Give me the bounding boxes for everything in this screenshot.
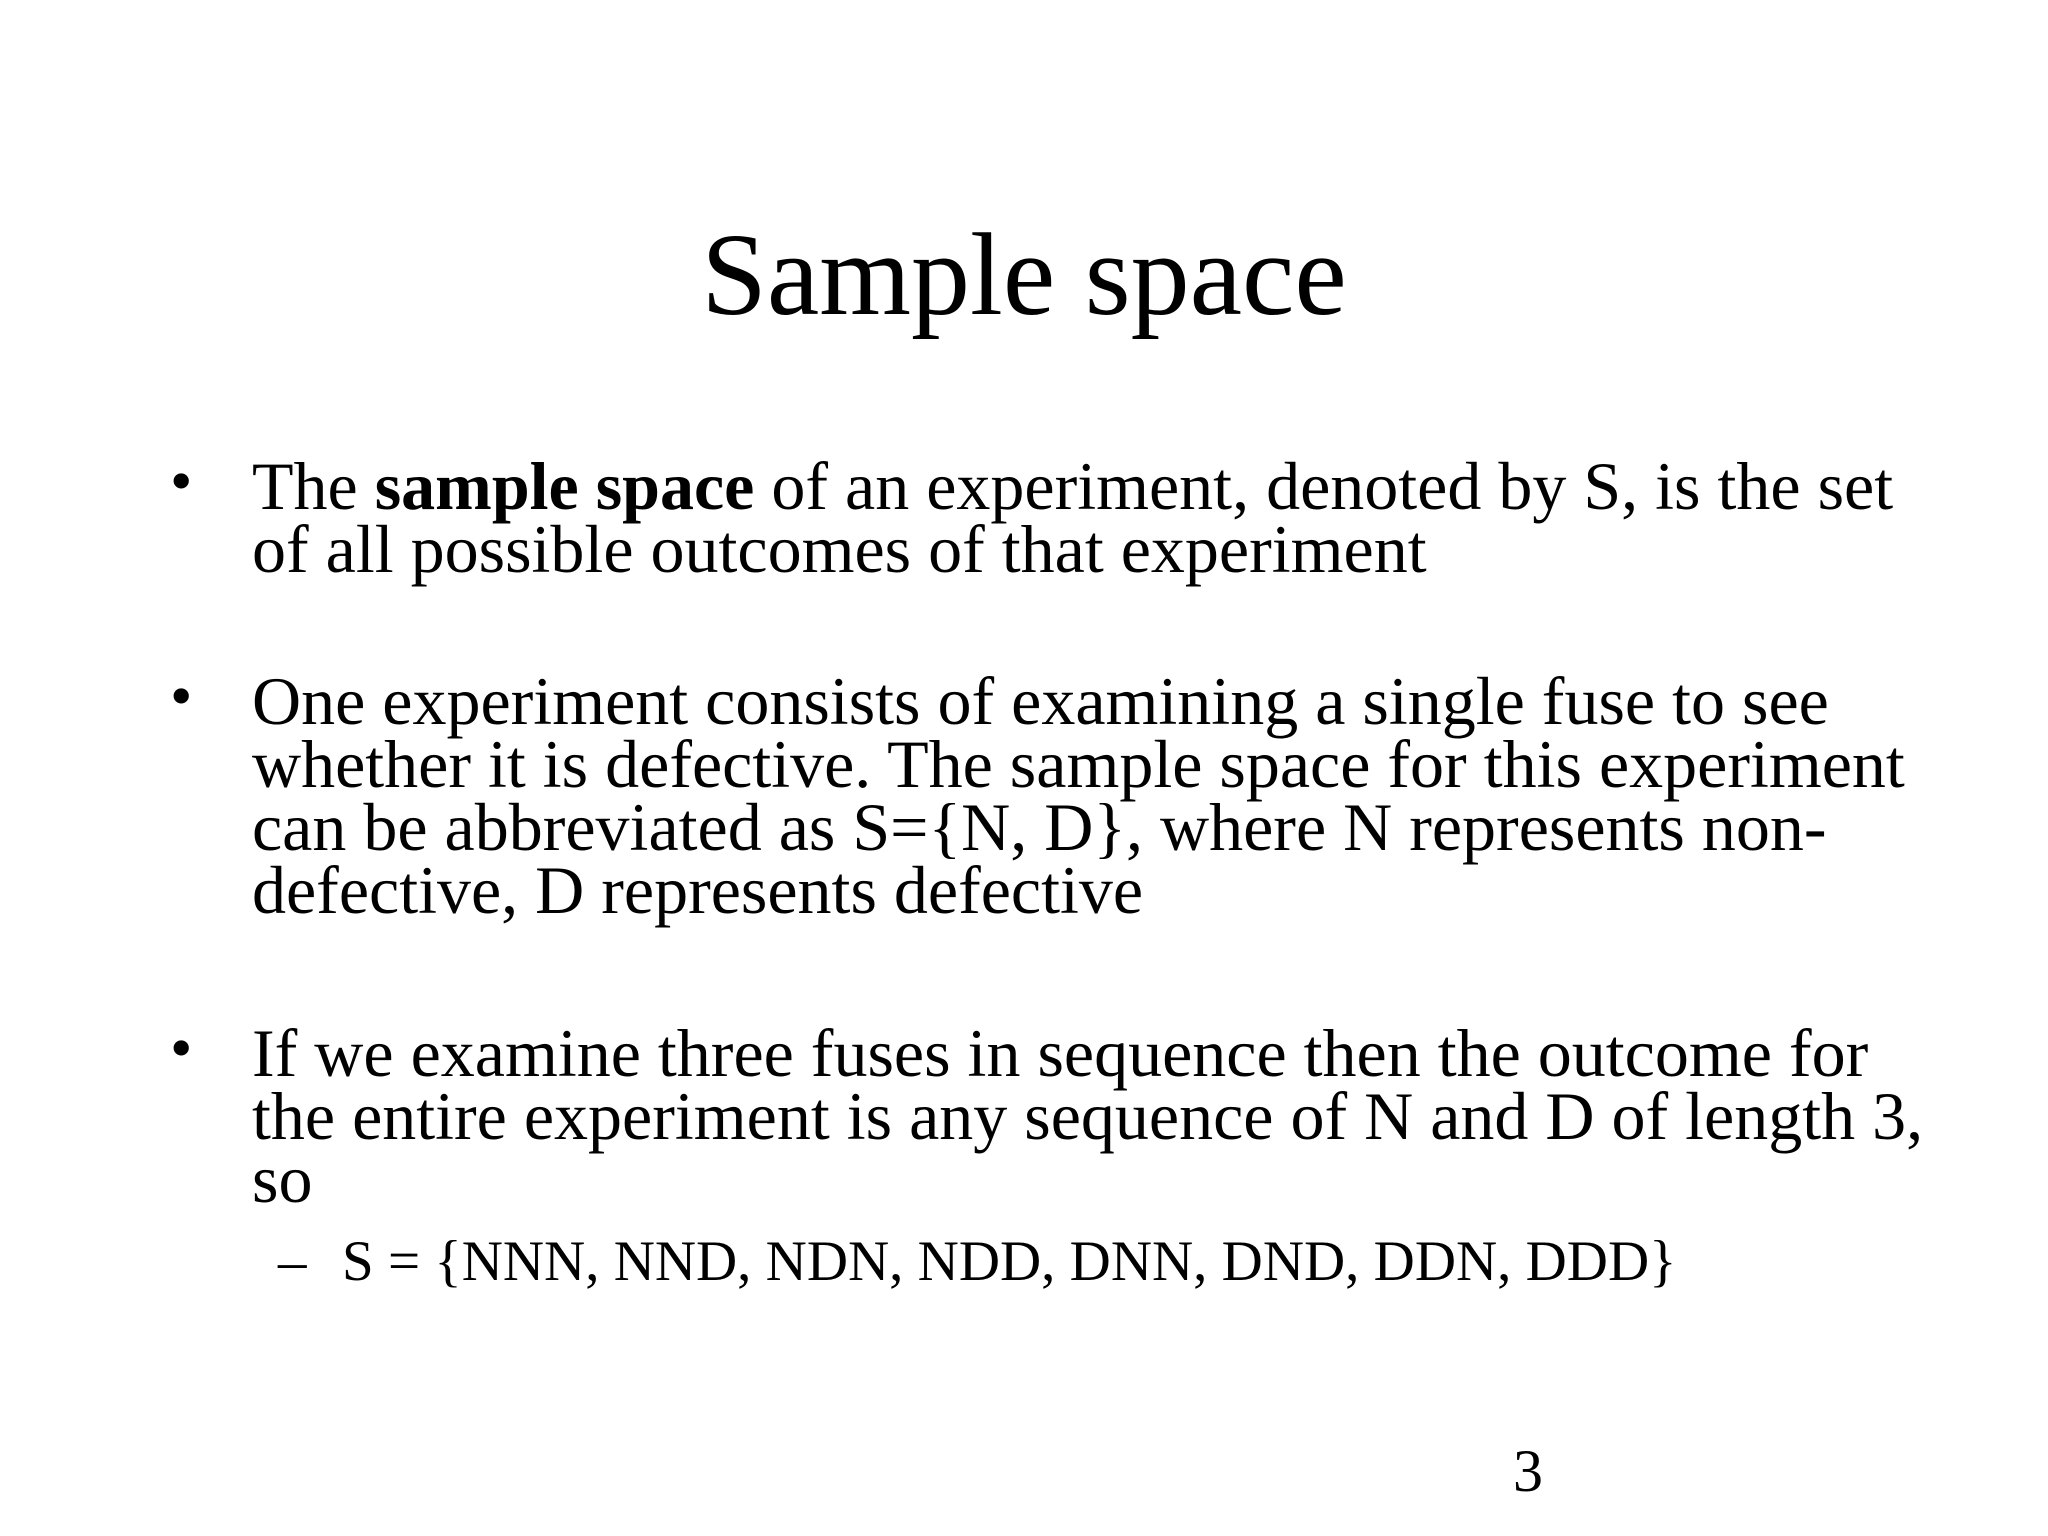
bold-term: sample space — [374, 448, 755, 524]
bullet-text: One experiment consists of examining a single fuse to see whether it is defective. The sample space for this experiment can be abbreviated as S={N, D}, where N represents non-defective, D represents defective — [252, 663, 1905, 928]
sub-bullet-text: S = {NNN, NND, NDN, NDD, DNN, DND, DDN, DDD} — [342, 1230, 1677, 1293]
bullet-text — [252, 448, 1952, 587]
sub-bullet-dash: – — [278, 1230, 307, 1293]
bullet-text: If we examine three fuses in sequence then the outcome for the entire experiment is any sequence of N and D of length 3, so — [252, 1015, 1924, 1217]
page-number: 3 — [1513, 1438, 1543, 1504]
bullet-rest: of an experiment, denoted by S, is the set of all possible outcomes of that experiment — [252, 448, 1894, 587]
bullet-marker: • — [170, 1012, 193, 1083]
bullet-intro: The — [252, 448, 375, 524]
bullet-marker: • — [170, 445, 193, 516]
bullet-marker: • — [170, 660, 193, 731]
slide-title: Sample space — [701, 209, 1347, 340]
